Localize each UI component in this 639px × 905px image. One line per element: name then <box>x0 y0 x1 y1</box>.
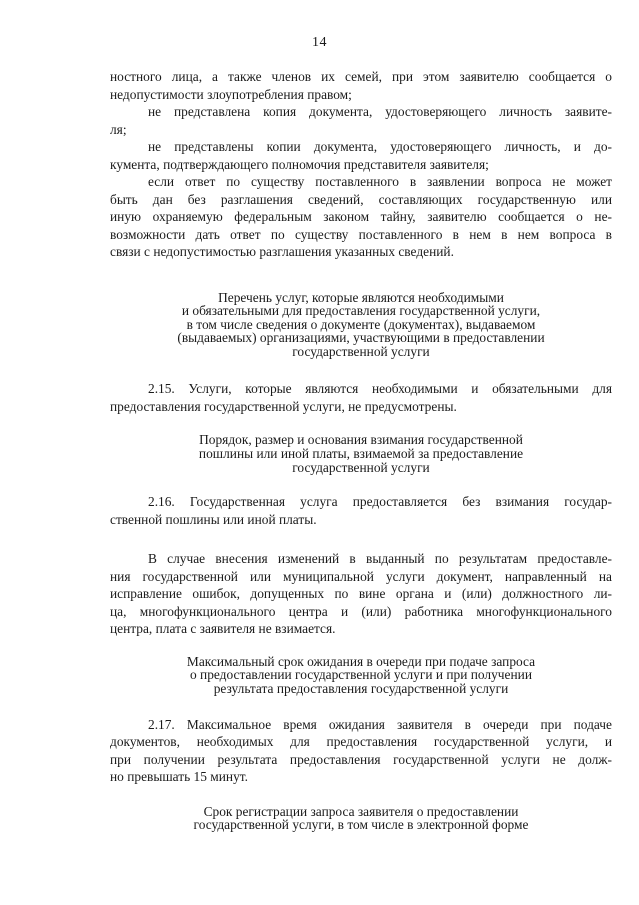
paragraph-2-16 <box>110 493 612 528</box>
heading-line: государственной услуги <box>292 459 430 475</box>
text-line: исправление ошибок, допущенных по вине органа и (или) должностного ли- <box>110 586 612 602</box>
text-line: ностного лица, а также членов их семей, при этом заявителю сообщается о <box>110 69 612 84</box>
heading-line: и обязательными для предоставления государственной услуги, <box>181 303 541 319</box>
heading-line: государственной услуги, в том числе в электронной форме <box>193 817 529 833</box>
heading-line: результата предоставления государственной услуги <box>213 680 509 696</box>
refusal-grounds-continuation <box>110 68 612 261</box>
text-line: возможности дать ответ по существу поставленного в нем в нем вопроса в <box>110 226 612 242</box>
heading-line: Срок регистрации запроса заявителя о предоставлении <box>203 803 519 819</box>
text-line: если ответ по существу поставленного в заявлении вопроса не может <box>148 174 612 189</box>
text-line: документов, необходимых для предоставления государственной услуги, и <box>110 734 612 750</box>
text-line: связи с недопустимостью разглашения указанных сведений. <box>110 244 454 259</box>
text-line: центра, плата с заявителя не взимается. <box>110 621 336 637</box>
paragraph-2-17 <box>110 716 612 786</box>
heading-line: о предоставлении государственной услуги и при получении <box>190 667 532 683</box>
text-line: ственной пошлины или иной платы. <box>110 511 317 527</box>
text-line: при получении результата предоставления государственной услуги не долж- <box>110 751 612 767</box>
text-line: ля; <box>110 121 127 137</box>
heading-line: Порядок, размер и основания взимания государственной <box>199 432 523 448</box>
heading-line: (выдаваемых) организациями, участвующими в предоставлении <box>177 330 545 346</box>
section-heading-registration-term <box>110 805 612 832</box>
text-line: не представлены копии документа, удостоверяющего личность, и до- <box>148 139 612 154</box>
paragraph-2-15 <box>110 380 612 415</box>
text-line: В случае внесения изменений в выданный по результатам предоставле- <box>148 551 612 567</box>
section-heading-fees <box>110 433 612 474</box>
section-heading-queue-time <box>110 655 612 696</box>
page-body <box>110 68 612 832</box>
text-line: 2.15. Услуги, которые являются необходимыми и обязательными для <box>148 381 612 397</box>
text-line: 2.17. Максимальное время ожидания заявителя в очереди при подаче <box>148 716 612 732</box>
text-line: быть дан без разглашения сведений, составляющих государственную или <box>110 191 612 207</box>
text-line: кумента, подтверждающего полномочия представителя заявителя; <box>110 156 489 172</box>
heading-line: в том числе сведения о документе (документах), выдаваемом <box>186 316 536 332</box>
heading-line: Максимальный срок ожидания в очереди при подаче запроса <box>186 653 536 669</box>
text-line: предоставления государственной услуги, не предусмотрены. <box>110 398 457 414</box>
page-number: 14 <box>312 35 327 50</box>
text-line: иную охраняемую федеральным законом тайну, заявителю сообщается о не- <box>110 209 612 224</box>
text-line: недопустимости злоупотребления правом; <box>110 86 352 102</box>
section-heading-required-services <box>110 291 612 359</box>
heading-line: Перечень услуг, которые являются необходимыми <box>218 289 504 305</box>
text-line: ния государственной или муниципальной услуги документ, направленный на <box>110 568 612 584</box>
text-line: 2.16. Государственная услуга предоставляется без взимания государ- <box>148 494 612 510</box>
paragraph-corrections-no-fee <box>110 550 612 638</box>
text-line: не представлена копия документа, удостоверяющего личность заявите- <box>148 104 612 119</box>
text-line: ца, многофункционального центра и (или) работника многофункционального <box>110 603 612 619</box>
text-line: но превышать 15 минут. <box>110 769 248 785</box>
heading-line: государственной услуги <box>292 343 430 359</box>
heading-line: пошлины или иной платы, взимаемой за предоставление <box>198 446 524 462</box>
